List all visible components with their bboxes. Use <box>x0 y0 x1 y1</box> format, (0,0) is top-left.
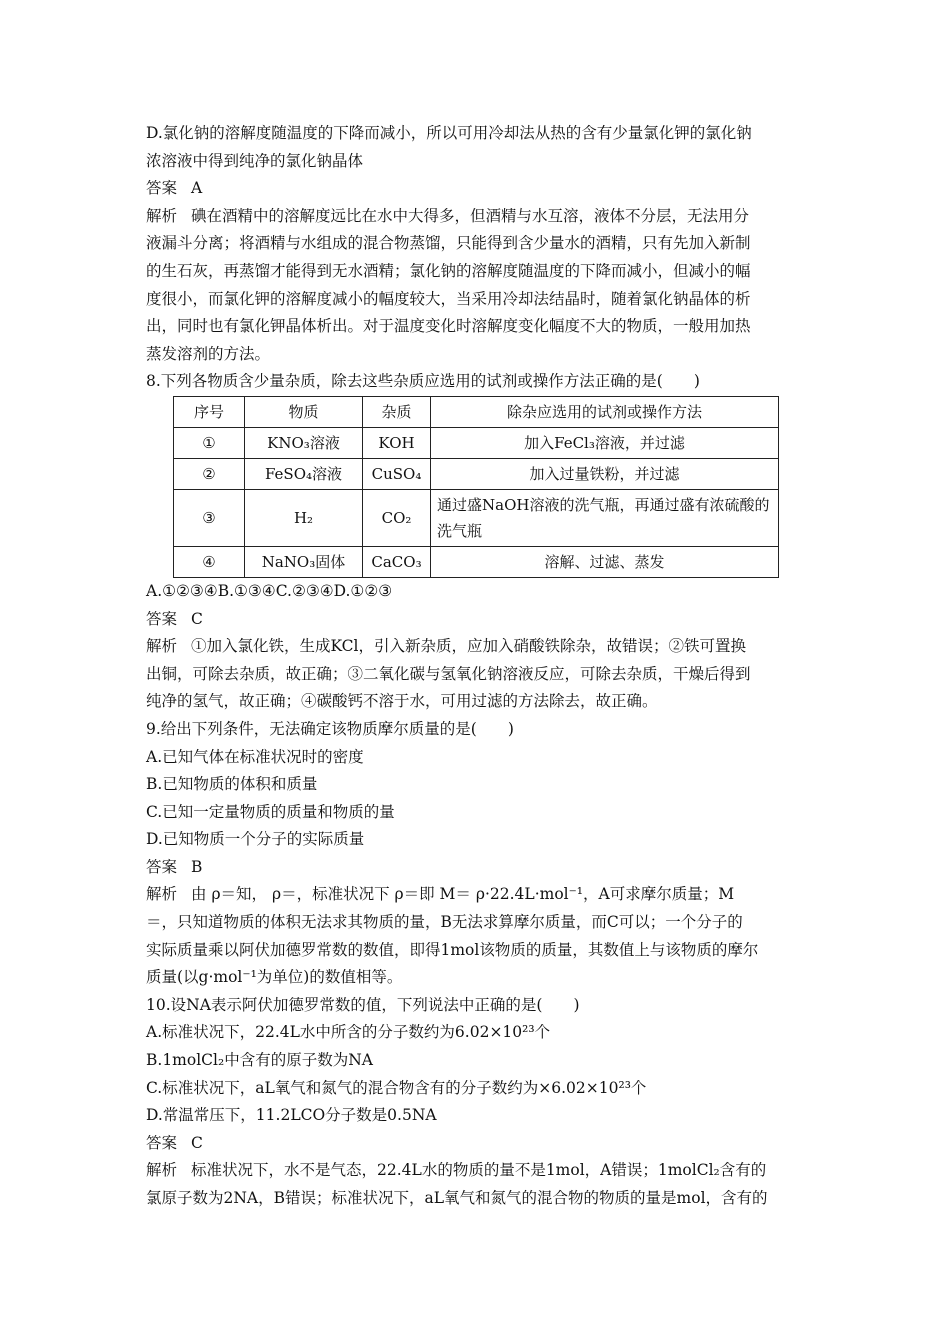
table-cell: ③ <box>174 489 245 546</box>
table-row <box>174 427 779 458</box>
table-row <box>174 458 779 489</box>
q7-analysis-line: 液漏斗分离；将酒精与水组成的混合物蒸馏，只能得到含少量水的酒精，只有先加入新制 <box>146 234 751 253</box>
analysis-label: 解析 <box>146 637 178 656</box>
q8-answer <box>146 606 808 634</box>
table-cell: CaCO₃ <box>363 546 431 577</box>
q7-option-d-line2: 浓溶液中得到纯净的氯化钠晶体 <box>146 151 364 170</box>
table-cell: ① <box>174 427 245 458</box>
q9-option: D.已知物质一个分子的实际质量 <box>146 830 365 849</box>
table-cell: CuSO₄ <box>363 458 431 489</box>
q8-stem: 8.下列各物质含少量杂质，除去这些杂质应选用的试剂或操作方法正确的是( ) <box>146 372 700 391</box>
q10-option: D.常温常压下，11.2LCO分子数是0.5NA <box>146 1106 437 1125</box>
answer-value: C <box>191 1133 203 1152</box>
q7-answer <box>146 175 808 203</box>
q10-answer <box>146 1130 808 1158</box>
answer-label: 答案 <box>146 857 178 876</box>
analysis-label: 解析 <box>146 1161 178 1180</box>
table-cell: 溶解、过滤、蒸发 <box>431 546 779 577</box>
q10-option: C.标准状况下，aL氧气和氮气的混合物含有的分子数约为×6.02×10²³个 <box>146 1078 647 1097</box>
table-header: 序号 <box>174 396 245 427</box>
table-header: 杂质 <box>363 396 431 427</box>
q9-option: A.已知气体在标准状况时的密度 <box>146 747 364 766</box>
q9-analysis-line: 实际质量乘以阿伏加德罗常数的数值，即得1mol该物质的质量，其数值上与该物质的摩尔 <box>146 940 759 959</box>
q9-option: C.已知一定量物质的质量和物质的量 <box>146 802 395 821</box>
table-cell: NaNO₃固体 <box>245 546 363 577</box>
q7-option-d-line1: D.氯化钠的溶解度随温度的下降而减小，所以可用冷却法从热的含有少量氯化钾的氯化钠 <box>146 124 752 142</box>
document-page <box>146 120 808 1213</box>
answer-value: C <box>191 609 203 628</box>
q7-analysis-line: 出，同时也有氯化钾晶体析出。对于温度变化时溶解度变化幅度不大的物质，一般用加热 <box>146 317 751 336</box>
table-cell: KNO₃溶液 <box>245 427 363 458</box>
q9-analysis-line: 解析 由 ρ＝知， ρ＝，标准状况下 ρ＝即 M＝ ρ·22.4L·mol⁻¹，A可求摩尔质量；M <box>146 881 808 909</box>
q10-option: A.标准状况下，22.4L水中所含的分子数约为6.02×10²³个 <box>146 1023 551 1042</box>
q7-analysis-line: 度很小，而氯化钾的溶解度减小的幅度较大，当采用冷却法结晶时，随着氯化钠晶体的析 <box>146 289 751 308</box>
q8-table <box>173 396 779 578</box>
answer-value: B <box>191 857 203 876</box>
q9-analysis-line: ＝，只知道物质的体积无法求其物质的量，B无法求算摩尔质量，而C可以；一个分子的 <box>146 913 743 932</box>
table-cell: FeSO₄溶液 <box>245 458 363 489</box>
q8-analysis-line: 解析 ①加入氯化铁，生成KCl，引入新杂质，应加入硝酸铁除杂，故错误；②铁可置换 <box>146 633 808 661</box>
q9-stem: 9.给出下列条件，无法确定该物质摩尔质量的是( ) <box>146 719 514 738</box>
answer-label: 答案 <box>146 609 178 628</box>
table-cell: H₂ <box>245 489 363 546</box>
table-cell: ② <box>174 458 245 489</box>
q8-options: A.①②③④B.①③④C.②③④D.①②③ <box>146 581 393 600</box>
q10-stem: 10.设NA表示阿伏加德罗常数的值，下列说法中正确的是( ) <box>146 995 580 1014</box>
table-cell: KOH <box>363 427 431 458</box>
q8-analysis-line: 纯净的氢气，故正确；④碳酸钙不溶于水，可用过滤的方法除去，故正确。 <box>146 692 658 711</box>
table-cell: CO₂ <box>363 489 431 546</box>
q7-analysis-line: 的生石灰，再蒸馏才能得到无水酒精；氯化钠的溶解度随温度的下降而减小，但减小的幅 <box>146 261 751 280</box>
q9-answer <box>146 854 808 882</box>
q9-analysis-line: 质量(以g·mol⁻¹为单位)的数值相等。 <box>146 968 403 987</box>
q7-analysis-line: 蒸发溶剂的方法。 <box>146 344 271 363</box>
analysis-label: 解析 <box>146 885 178 904</box>
table-header: 物质 <box>245 396 363 427</box>
table-cell: 加入FeCl₃溶液，并过滤 <box>431 427 779 458</box>
q10-option: B.1molCl₂中含有的原子数为NA <box>146 1051 373 1070</box>
q8-analysis-line: 出铜，可除去杂质，故正确；③二氧化碳与氢氧化钠溶液反应，可除去杂质，干燥后得到 <box>146 664 751 683</box>
table-header-row <box>174 396 779 427</box>
q10-analysis-line: 解析 标准状况下，水不是气态，22.4L水的物质的量不是1mol，A错误；1molCl₂含有的 <box>146 1157 808 1185</box>
answer-label: 答案 <box>146 1133 178 1152</box>
answer-value: A <box>191 179 203 198</box>
table-cell: 通过盛NaOH溶液的洗气瓶，再通过盛有浓硫酸的洗气瓶 <box>431 489 779 546</box>
answer-label: 答案 <box>146 179 178 198</box>
q10-analysis-line: 氯原子数为2NA，B错误；标准状况下，aL氧气和氮气的混合物的物质的量是mol，含有的 <box>146 1189 768 1207</box>
table-row <box>174 546 779 577</box>
q7-analysis-line: 解析 碘在酒精中的溶解度远比在水中大得多，但酒精与水互溶，液体不分层，无法用分 <box>146 203 808 231</box>
table-row <box>174 489 779 546</box>
table-cell: 加入过量铁粉，并过滤 <box>431 458 779 489</box>
table-header: 除杂应选用的试剂或操作方法 <box>431 396 779 427</box>
analysis-label: 解析 <box>146 206 178 225</box>
table-cell: ④ <box>174 546 245 577</box>
q9-option: B.已知物质的体积和质量 <box>146 775 318 794</box>
